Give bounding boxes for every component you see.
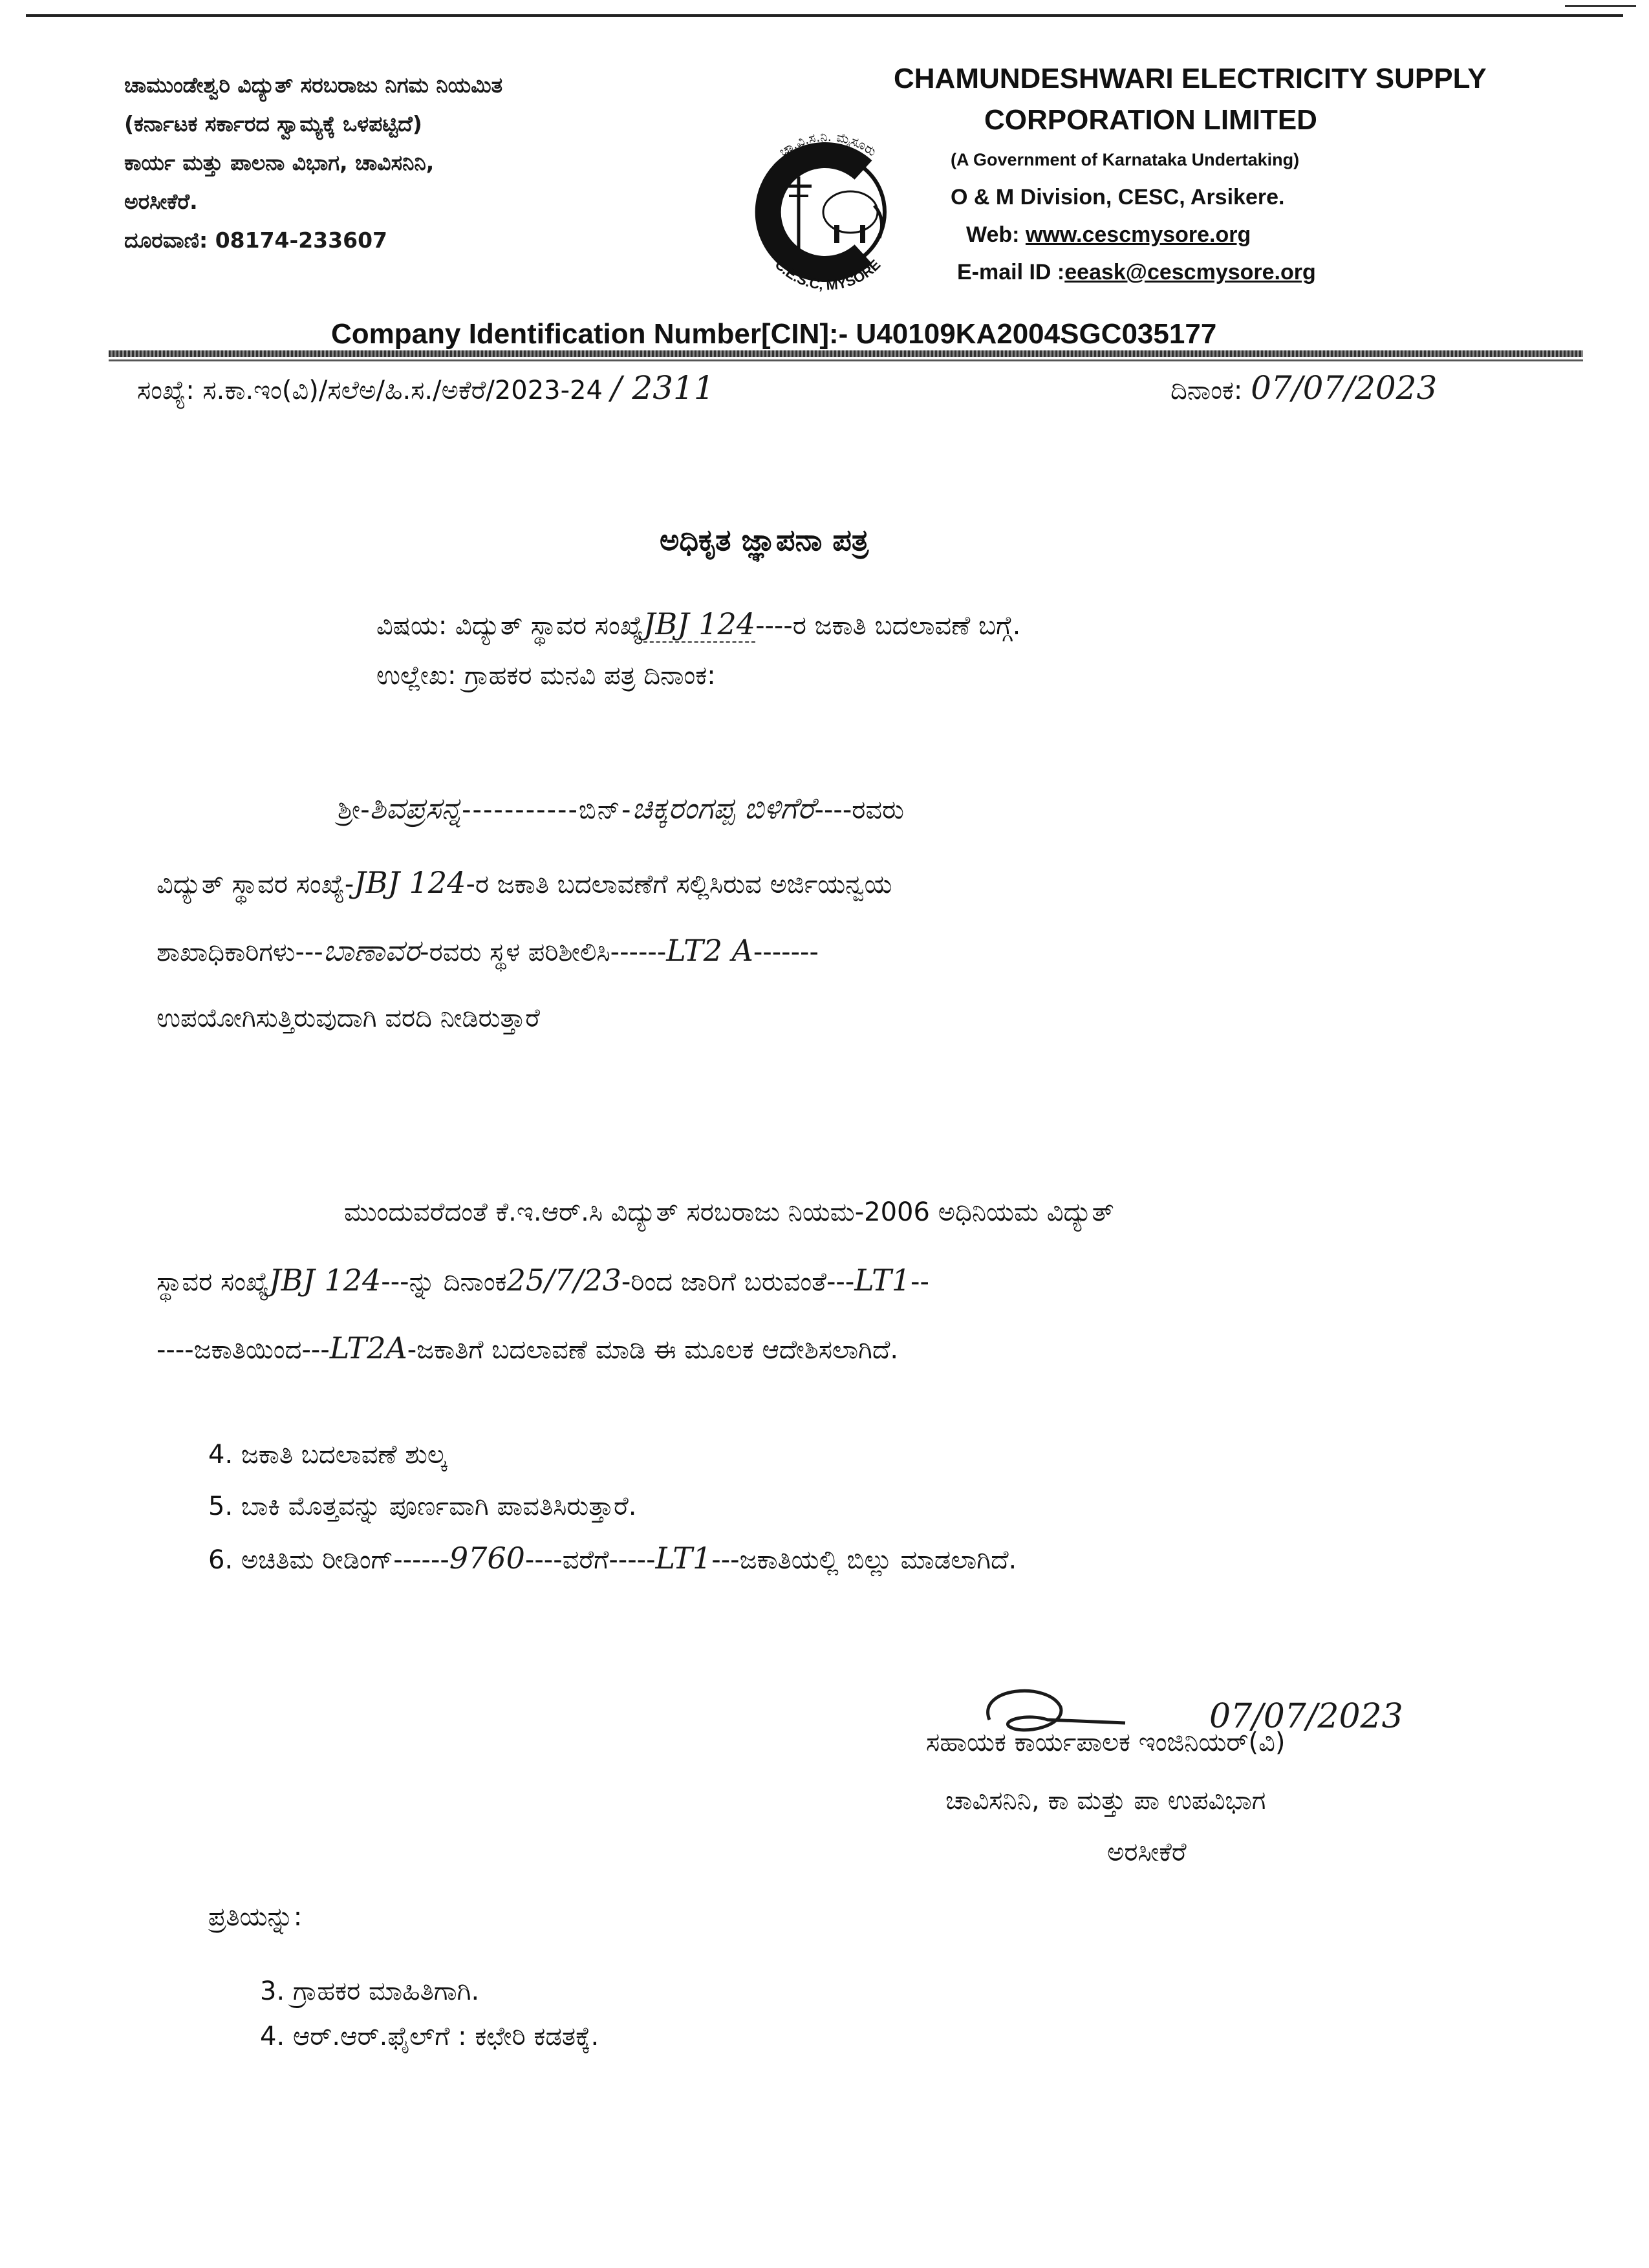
seal-bottom-text: C.E.S.C, MYSORE: [771, 256, 884, 294]
header-rule: [109, 350, 1583, 357]
para1-line1: [338, 789, 904, 829]
para2-l2-mid1: ---ನ್ನು ದಿನಾಂಕ: [381, 1267, 507, 1297]
para1-l2-pre: ವಿದ್ಯುತ್ ಸ್ಥಾವರ ಸಂಖ್ಯೆ-: [156, 870, 354, 899]
ravaru-label: ----ರವರು: [814, 795, 904, 825]
para1-installation-number: JBJ 124: [354, 865, 466, 900]
item-4: 4. ಜಕಾತಿ ಬದಲಾವಣೆ ಶುಲ್ಕ: [208, 1440, 447, 1470]
en-email-label: E-mail ID :: [957, 260, 1065, 284]
para2-l3-pre: ----ಜಕಾತಿಯಿಂದ---: [156, 1335, 330, 1365]
effective-date: 25/7/23: [506, 1263, 621, 1298]
subject-label: ವಿಷಯ: ವಿದ್ಯುತ್ ಸ್ಥಾವರ ಸಂಖ್ಯೆ: [376, 611, 643, 641]
reference-number: ಸಂಖ್ಯೆ: ಸ.ಕಾ.ಇಂ(ವಿ)/ಸಲೆಅ/ಹಿ.ಸ./ಅಕೆರೆ/2023-24: [137, 376, 603, 405]
para2-line1: ಮುಂದುವರೆದಂತೆ ಕೆ.ಇ.ಆರ್.ಸಿ ವಿದ್ಯುತ್ ಸರಬರಾಜು ನಿಯಮ-2006 ಅಧಿನಿಯಮ ವಿದ್ಯುತ್: [344, 1197, 1114, 1227]
header-rule-2: [109, 359, 1583, 361]
en-org-name-line1: CHAMUNDESHWARI ELECTRICITY SUPPLY: [894, 63, 1487, 94]
email-link[interactable]: eeask@cescmysore.org: [1064, 260, 1316, 284]
en-govt: (A Government of Karnataka Undertaking): [951, 150, 1300, 169]
kn-phone: ದೂರವಾಣಿ: 08174-233607: [124, 228, 387, 253]
reference-number-handwritten: / 2311: [610, 369, 715, 407]
father-name: ಚಿಕ್ಕರಂಗಪ್ಪ ಬಿಳಿಗೆರೆ: [632, 791, 815, 826]
para1-line3: [156, 931, 819, 972]
english-letterhead: [894, 58, 1487, 291]
kn-org-name: ಚಾಮುಂಡೇಶ್ವರಿ ವಿದ್ಯುತ್ ಸರಬರಾಜು ನಿಗಮ ನಿಯಮಿತ: [124, 72, 503, 98]
kn-govt: (ಕರ್ನಾಟಕ ಸರ್ಕಾರದ ಸ್ವಾಮ್ಯಕ್ಕೆ ಒಳಪಟ್ಟಿದೆ): [124, 111, 422, 136]
para2-l2-mid2: -ರಿಂದ ಜಾರಿಗೆ ಬರುವಂತೆ---: [621, 1267, 855, 1297]
en-division: O & M Division, CESC, Arsikere.: [951, 185, 1285, 209]
subject-installation-number: JBJ 124: [643, 606, 756, 641]
to-tariff: LT2A: [329, 1331, 407, 1365]
item6-mid: ----ವರೆಗೆ-----: [524, 1545, 656, 1575]
para1-line4: ಉಪಯೋಗಿಸುತ್ತಿರುವುದಾಗಿ ವರದಿ ನೀಡಿರುತ್ತಾರೆ: [156, 1003, 541, 1033]
kannada-letterhead: [124, 66, 502, 260]
consumer-name: ಶಿವಪ್ರಸನ್ನ: [369, 791, 462, 826]
para1-l2-post: -ರ ಜಕಾತಿ ಬದಲಾವಣೆಗೆ ಸಲ್ಲಿಸಿರುವ ಅರ್ಜಿಯನ್ವಯ: [466, 870, 892, 899]
item-5: 5. ಬಾಕಿ ಮೊತ್ತವನ್ನು ಪೂರ್ಣವಾಗಿ ಪಾವತಿಸಿರುತ್ತಾರೆ.: [208, 1492, 637, 1521]
item6-post: ---ಜಕಾತಿಯಲ್ಲಿ ಬಿಲ್ಲು ಮಾಡಲಾಗಿದೆ.: [711, 1545, 1017, 1575]
en-org-name-line2: CORPORATION LIMITED: [984, 104, 1317, 136]
date-line: [1170, 369, 1437, 410]
para2-l2-post: --: [911, 1267, 929, 1297]
para1-l3-mid: -ರವರು ಸ್ಥಳ ಪರಿಶೀಲಿಸಿ------: [420, 937, 667, 967]
inspected-tariff: LT2 A: [666, 933, 753, 968]
reference-note: ಉಲ್ಲೇಖ: ಗ್ರಾಹಕರ ಮನವಿ ಪತ್ರ ದಿನಾಂಕ:: [376, 661, 716, 690]
para1-l3-post: -------: [753, 937, 819, 967]
date-handwritten: 07/07/2023: [1251, 369, 1438, 407]
billing-tariff: LT1: [655, 1541, 712, 1576]
seal-top-text: ಚಾ.ವಿ.ಸ.ನಿ. ಮೈಸೂರು: [776, 128, 880, 160]
copy-to-item-4: 4. ಆರ್.ಆರ್.ಫೈಲ್‌ಗೆ : ಕಛೇರಿ ಕಡತಕ್ಕೆ.: [260, 2022, 599, 2051]
para1-line2: [156, 863, 892, 904]
subject-line: [376, 604, 1020, 645]
copy-to-item-3: 3. ಗ್ರಾಹಕರ ಮಾಹಿತಿಗಾಗಿ.: [260, 1976, 480, 2006]
para2-line2: [156, 1261, 929, 1301]
signatory-designation: ಸಹಾಯಕ ಕಾರ್ಯಪಾಲಕ ಇಂಜಿನಿಯರ್(ವಿ): [926, 1728, 1286, 1757]
copy-to-label: ಪ್ರತಿಯನ್ನು:: [208, 1902, 303, 1932]
para1-l3-pre: ಶಾಖಾಧಿಕಾರಿಗಳು---: [156, 937, 323, 967]
top-border-mark: [1565, 5, 1636, 7]
subject-label-post: ----ರ ಜಕಾತಿ ಬದಲಾವಣೆ ಬಗ್ಗೆ.: [755, 611, 1021, 641]
kn-place: ಅರಸೀಕೆರೆ.: [124, 189, 198, 214]
para2-l2-pre: ಸ್ಥಾವರ ಸಂಖ್ಯೆ: [156, 1267, 270, 1297]
section-officer: ಬಾಣಾವರ: [323, 933, 420, 968]
item-6: [208, 1539, 1017, 1579]
shri-label: ಶ್ರೀ-: [338, 795, 370, 825]
date-label: ದಿನಾಂಕ:: [1170, 376, 1243, 405]
para2-line3: [156, 1329, 898, 1369]
bin-label: -----------ಬಿನ್-: [462, 795, 632, 825]
document-title: ಅಧಿಕೃತ ಜ್ಞಾಪನಾ ಪತ್ರ: [660, 522, 869, 557]
signatory-office: ಚಾವಿಸನಿನಿ, ಕಾ ಮತ್ತು ಪಾ ಉಪವಿಭಾಗ: [945, 1786, 1266, 1815]
top-border-line: [26, 14, 1623, 17]
website-link[interactable]: www.cescmysore.org: [1025, 222, 1251, 247]
para2-l3-post: -ಜಕಾತಿಗೆ ಬದಲಾವಣೆ ಮಾಡಿ ಈ ಮೂಲಕ ಆದೇಶಿಸಲಾಗಿದೆ.: [407, 1335, 899, 1365]
final-reading: 9760: [449, 1541, 525, 1576]
item6-pre: 6. ಅಚಿತಿಮ ರೀಡಿಂಗ್------: [208, 1545, 449, 1575]
kn-division: ಕಾರ್ಯ ಮತ್ತು ಪಾಲನಾ ವಿಭಾಗ, ಚಾವಿಸನಿನಿ,: [124, 150, 435, 175]
signature-date: 07/07/2023: [1209, 1697, 1403, 1736]
signatory-place: ಅರಸೀಕೆರೆ: [1107, 1837, 1187, 1867]
para2-installation-number: JBJ 124: [269, 1263, 382, 1298]
from-tariff: LT1: [854, 1263, 911, 1298]
en-web-label: Web:: [966, 222, 1026, 247]
reference-line: [137, 369, 715, 410]
company-cin: Company Identification Number[CIN]:- U40109KA2004SGC035177: [331, 318, 1217, 350]
